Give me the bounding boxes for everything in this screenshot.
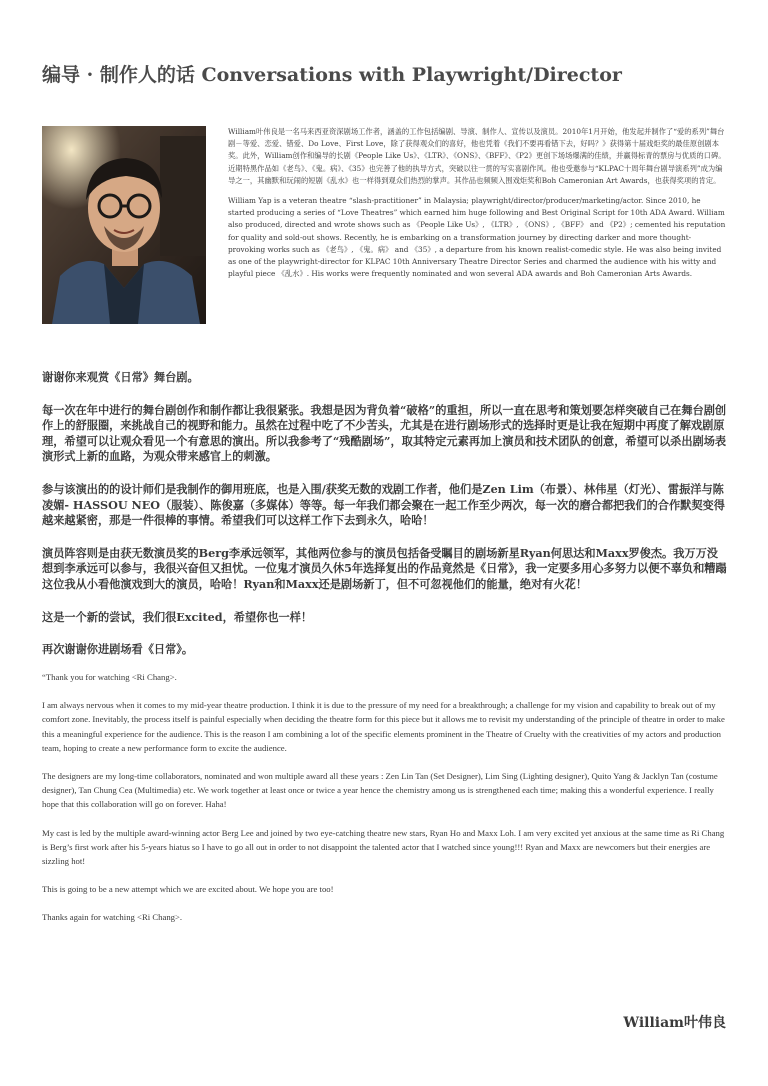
portrait-illustration xyxy=(42,126,206,324)
letter-en-paragraph: My cast is led by the multiple award-winning actor Berg Lee and joined by two eye-catching theatre new stars, Ryan Ho and Maxx Loh. I am very excited yet anxious at the same time as Ri Chang is Berg’s first work after his 5-years hiatus so I have to go all out in order to not disappoint the talented actor that I watched since young!!! Ryan and Maxx are newcomers but their energies are sizzling hot! xyxy=(42,827,725,867)
letter-cn-paragraph: 演员阵容则是由获无数演员奖的Berg李承远领军，其他两位参与的演员包括备受瞩目的剧场新星Ryan何思达和Maxx罗俊杰。我万万没想到李承远可以参与，我很兴奋但又担忧。一位鬼才演员久休5年选择复出的作品竟然是《日常》，我一定要多用心多努力以便不辜负和糟蹋这位我从小看他演戏到大的演员，哈哈！Ryan和Maxx还是剧场新丁，但不可忽视他们的能量，绝对有火花！ xyxy=(42,545,727,591)
author-bio xyxy=(228,126,728,288)
bio-en: William Yap is a veteran theatre “slash-practitioner” in Malaysia; playwright/director/producer/marketing/actor. Since 2010, he started producing a series of “Love Theatres” which earned him huge following and Best Original Script for 10th ADA Award. William also produced, directed and wrote shows such as 《People Like Us》, 《LTR》, 《ONS》, 《BFF》 and 《P2》; cemented his reputation for quality and sold-out shows. Recently, he is embarking on a transformation journey by directing darker and more thought-provoking works such as 《老鸟》, 《鬼。病》 and 《35》, a departure from his known realist-comedic style. He was also being invited as one of the playwright-director for KLPAC 10th Anniversary Theatre Director Series and charmed the audience with his witty and playful piece 《乱水》. His works were frequently nominated and won several ADA awards and Boh Cameronian Arts Awards. xyxy=(228,196,726,279)
letter-en-paragraph: Thanks again for watching <Ri Chang>. xyxy=(42,912,183,923)
page-title-en: Conversations with Playwright/Director xyxy=(201,64,622,86)
signature: William叶伟良 xyxy=(623,1015,726,1031)
letter-cn-paragraph: 再次谢谢你进剧场看《日常》。 xyxy=(42,642,194,657)
letter-cn-paragraph: 谢谢你来观赏《日常》舞台剧。 xyxy=(42,370,199,384)
letter-chinese xyxy=(42,370,728,675)
letter-en-paragraph: This is going to be a new attempt which we are excited about. We hope you are too! xyxy=(42,884,334,895)
letter-cn-paragraph: 参与该演出的的设计师们是我制作的御用班底，也是入围/获奖无数的戏剧工作者，他们是Zen Lim（布景）、林伟星（灯光）、雷振洋与陈凌媚- HASSOU NEO（服装）、陈俊嘉（多媒体）等等。每一年我们都会聚在一起工作至少两次，每一次的磨合都把我们的合作默契变得越来越紧密，那是一件很棒的事情。希望我们可以这样工作下去到永久，哈哈！ xyxy=(42,481,725,528)
letter-english xyxy=(42,670,728,939)
letter-en-paragraph: I am always nervous when it comes to my mid-year theatre production. I think it is due to the pressure of my need for a breakthrough; a challenge for my vision and capability to break out of my comfort zone. Inevitably, the process itself is painful especially when deciding the theatre form for this piece but it allows me to revisit my understanding of the principle of theatre in order to make this a meaningful experience for the audience. This is the reason I am combining a lot of the specific elements prominent in the Theatre of Cruelty with the creativities of my actors and production team, hoping to create a new performance form to excite the audience. xyxy=(42,700,725,753)
page-title xyxy=(42,60,742,87)
page-title-cn: 编导 · 制作人的话 xyxy=(42,64,195,86)
letter-cn-paragraph: 每一次在年中进行的舞台剧创作和制作都让我很紧张。我想是因为背负着“破格”的重担，所以一直在思考和策划要怎样突破自己在舞台剧创作上的舒服圈，来挑战自己的视野和能力。虽然在过程中吃了不少苦头，尤其是在进行剧场形式的选择时更是让我在短期中再度了解戏剧原理，希望可以让观众看见一个有意思的演出。所以我参考了“残酷剧场”，取其特定元素再加上演员和技术团队的创意，希望可以杀出剧场表演形式上新的血路，为观众带来感官上的刺激。 xyxy=(42,402,727,464)
letter-en-paragraph: The designers are my long-time collaborators, nominated and won multiple award all these years : Zen Lin Tan (Set Designer), Lim Sing (Lighting designer), Quito Yang & Jacklyn Tan (costume designer), Tan Chung Cea (Multimedia) etc. We work together at least once or twice a year hence the chemistry among us is strengthened each time; making this a wonderful experience. I really hope that this collaboration will go on forever. Haha! xyxy=(42,771,718,810)
author-photo xyxy=(42,126,206,324)
letter-cn-paragraph: 这是一个新的尝试，我们很Excited，希望你也一样！ xyxy=(42,609,313,624)
letter-en-paragraph: “Thank you for watching <Ri Chang>. xyxy=(42,672,177,682)
bio-cn: William叶伟良是一名马来西亚资深剧场工作者，涵盖的工作包括编剧、导演、制作人、宣传以及演员。2010年1月开始，他发起并制作了“爱的系列”舞台剧－等爱、恋爱、错爱、Do Love、First Love，除了获得观众们的喜好，他也凭着《我们不要再看错下去，好吗？》获得第十届戏炬奖的最佳原创剧本奖。此外，William创作和编导的长剧《People Like Us》、《LTR》、《ONS》、《BFF》、《P2》更创下场场爆满的佳绩，并赢得标青的票房与优质的口碑。近期特黑作品如《老鸟》、《鬼。病》、《35》也完善了他的执导方式，突破以往一贯的写实喜剧作风。他也受邀参与“KLPAC十周年舞台剧导演系列”成为编导之一，其幽默和玩闹的短剧《乱水》也一样得到观众们热烈的掌声。其作品也频频入围戏炬奖和Boh Cameronian Art Awards，也获得奖项的肯定。 xyxy=(228,127,726,185)
